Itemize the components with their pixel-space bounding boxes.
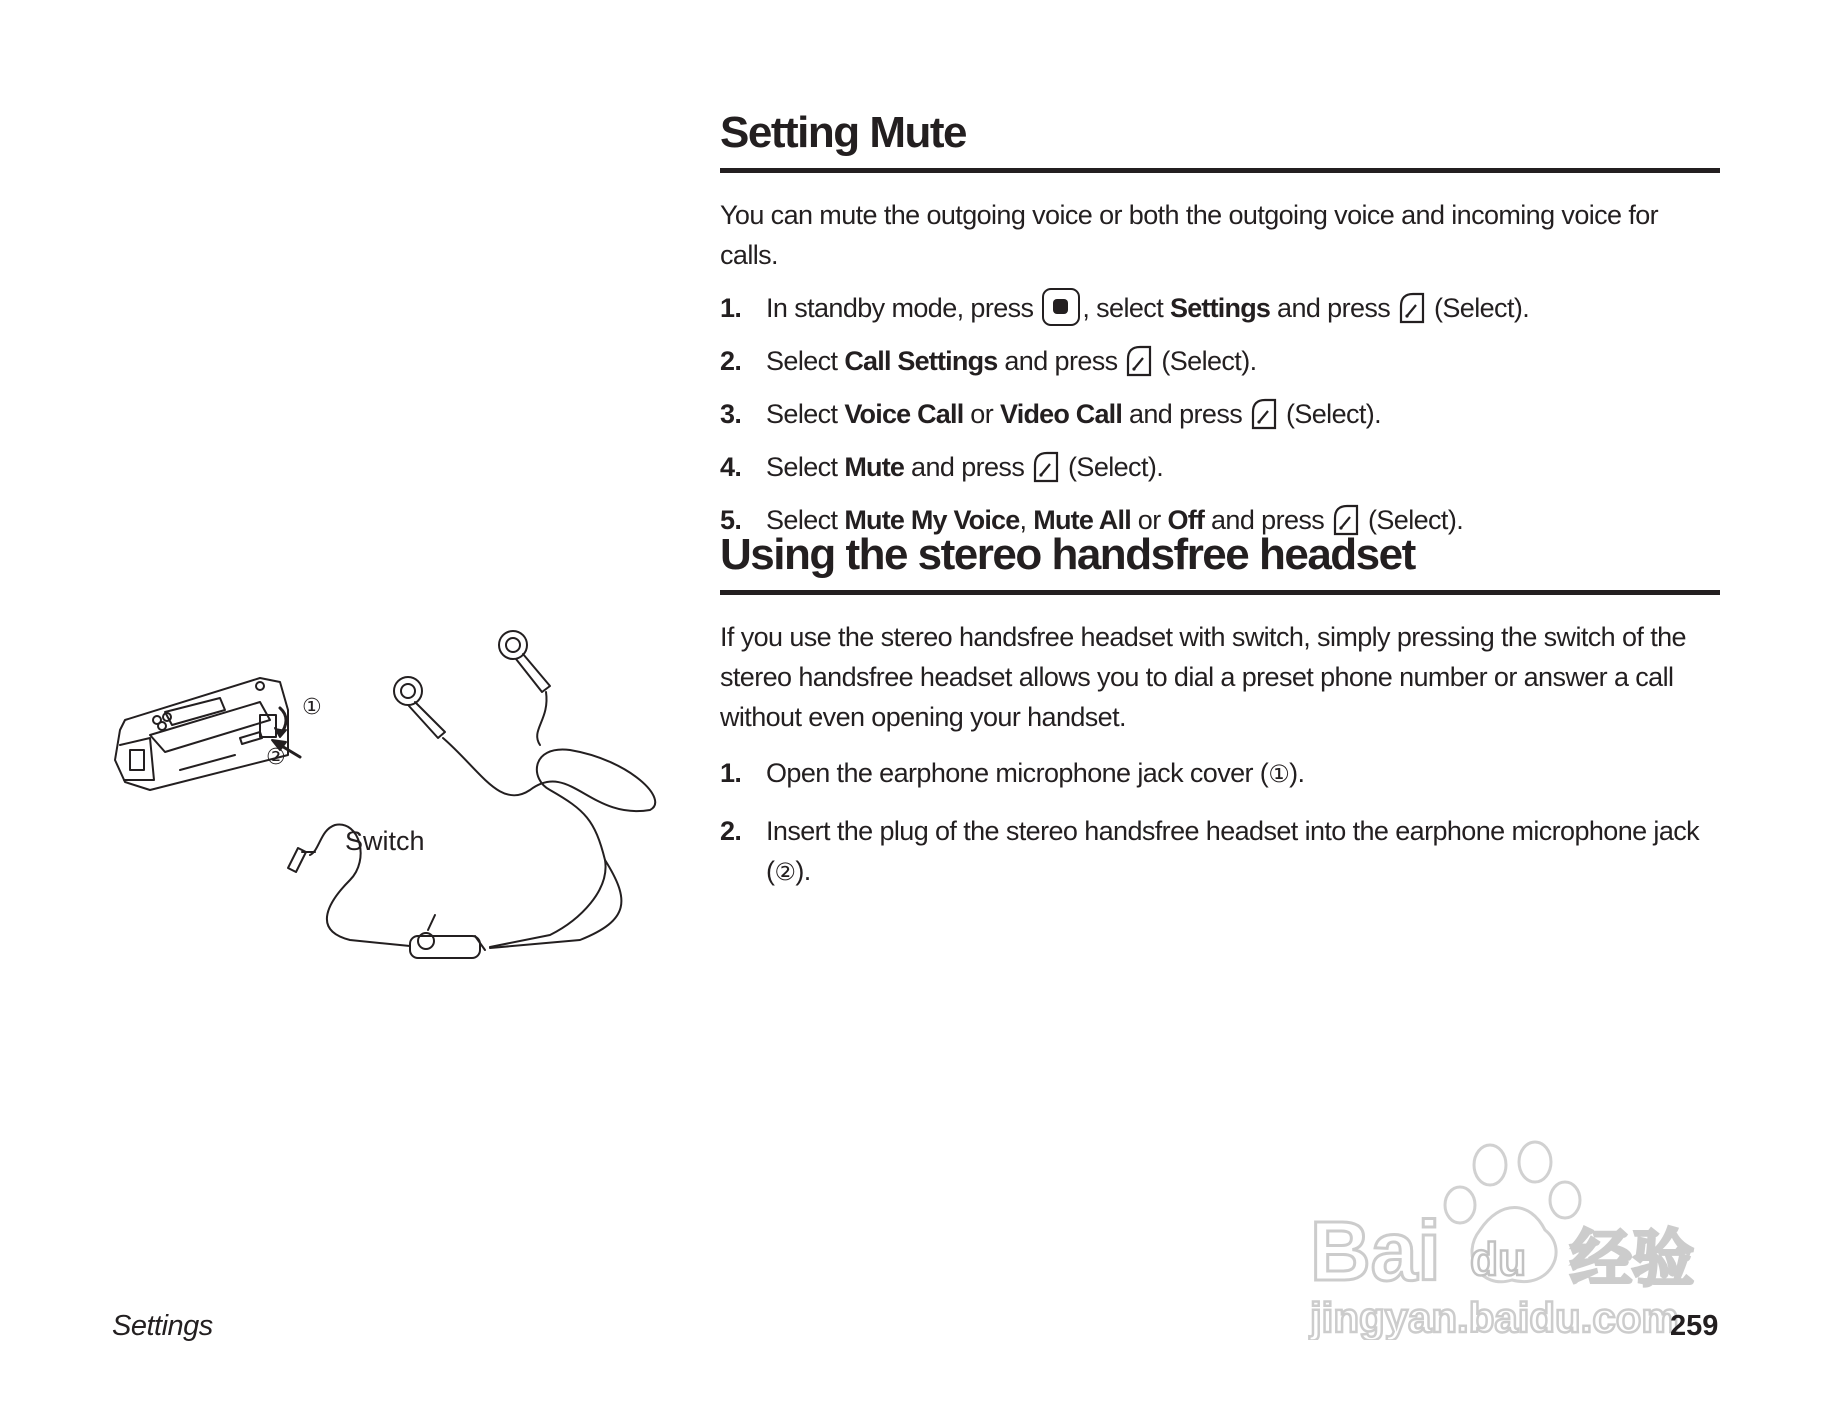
section-intro: If you use the stereo handsfree headset with switch, simply pressing the switch of the stereo handsfree headset allows you to dial a preset phone number or answer a call without even opening your handset. — [720, 622, 1686, 732]
step-list — [720, 753, 1720, 892]
watermark-text: jingyan.baidu.com — [1310, 1294, 1679, 1340]
step-number: 2. — [720, 346, 742, 376]
soft-key-icon — [1126, 345, 1152, 377]
section-setting-mute — [720, 108, 1720, 540]
marker-two: ② — [266, 745, 286, 770]
watermark-text: du — [1470, 1233, 1527, 1285]
switch-label: Switch — [345, 826, 425, 856]
headset-switch — [410, 933, 485, 958]
step-number: 1. — [720, 293, 742, 323]
step-item: 1. In standby mode, press , select Settings and press (Select). — [720, 288, 1720, 328]
soft-key-icon — [1251, 398, 1277, 430]
headset-cable — [537, 692, 546, 745]
headset-illustration — [110, 620, 670, 1040]
baidu-watermark — [1300, 1140, 1730, 1340]
step-item: 2. Insert the plug of the stereo handsfree headset into the earphone microphone jack (②). — [720, 811, 1720, 892]
section-title: Setting Mute — [720, 108, 1720, 173]
earbud-left — [394, 677, 445, 738]
page-number: 259 — [1670, 1310, 1719, 1342]
step-item: 4. Select Mute and press (Select). — [720, 447, 1720, 487]
soft-key-icon — [1399, 292, 1425, 324]
headset-cable — [443, 738, 655, 947]
step-number: 1. — [720, 758, 742, 788]
step-item: 1. Open the earphone microphone jack cover (①). — [720, 753, 1720, 794]
step-number: 5. — [720, 505, 742, 535]
watermark-text: Bai — [1310, 1204, 1441, 1298]
step-list — [720, 288, 1720, 540]
footer-section-name: Settings — [112, 1310, 213, 1342]
step-number: 3. — [720, 399, 742, 429]
watermark-text: 经验 — [1570, 1222, 1695, 1295]
section-stereo-headset — [720, 530, 1720, 892]
earbud-right — [499, 631, 550, 692]
section-intro: You can mute the outgoing voice or both the outgoing voice and incoming voice for calls. — [720, 200, 1659, 270]
step-item: 2. Select Call Settings and press (Select). — [720, 341, 1720, 381]
marker-one: ① — [302, 695, 322, 720]
step-number: 2. — [720, 816, 742, 846]
section-title: Using the stereo handsfree headset — [720, 530, 1720, 595]
headset-cable — [490, 860, 621, 948]
center-key-icon — [1042, 288, 1080, 326]
headset-plug — [288, 848, 315, 872]
step-item: 5. Select Mute My Voice, Mute All or Off and press (Select). — [720, 500, 1720, 540]
step-item: 3. Select Voice Call or Video Call and press (Select). — [720, 394, 1720, 434]
phone-handset — [115, 678, 288, 790]
step-number: 4. — [720, 452, 742, 482]
soft-key-icon — [1033, 451, 1059, 483]
